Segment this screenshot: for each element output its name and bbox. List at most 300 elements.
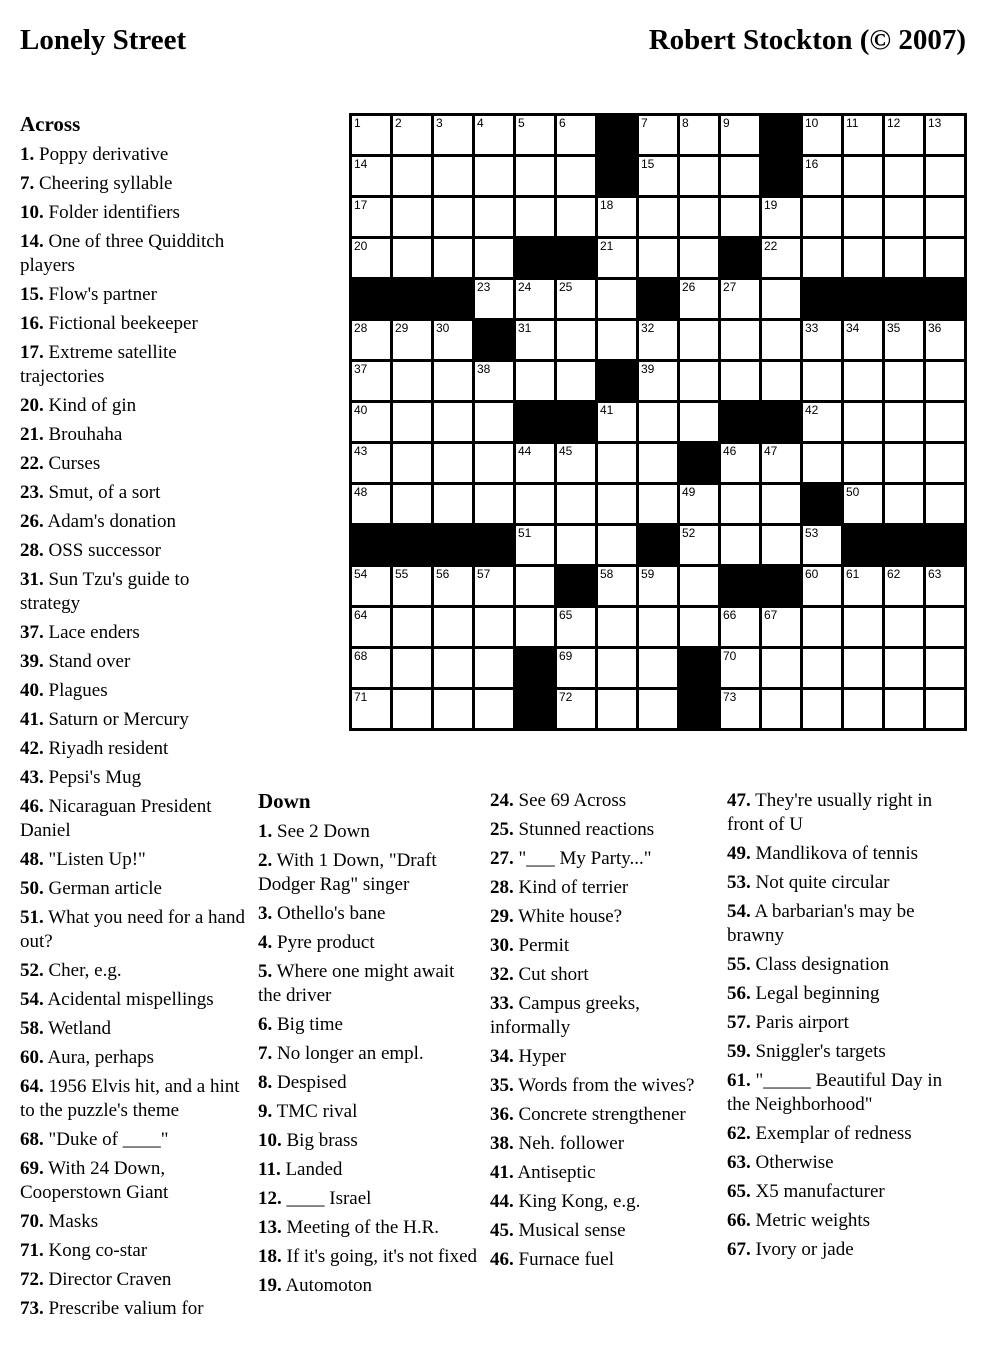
- cell-number: 31: [518, 321, 532, 335]
- clue-number: 67.: [727, 1239, 751, 1260]
- grid-cell[interactable]: [393, 362, 431, 400]
- grid-cell[interactable]: [721, 444, 759, 482]
- grid-cell[interactable]: [803, 403, 841, 441]
- grid-cell[interactable]: [762, 485, 800, 523]
- grid-cell[interactable]: [844, 239, 882, 277]
- clue-text: Saturn or Mercury: [43, 709, 189, 730]
- grid-cell[interactable]: [885, 608, 923, 646]
- grid-cell[interactable]: [393, 444, 431, 482]
- clue-item: [258, 849, 482, 897]
- grid-cell[interactable]: [885, 403, 923, 441]
- clue-item: [727, 1238, 970, 1262]
- black-cell: [557, 403, 595, 441]
- black-cell: [516, 403, 554, 441]
- clue-number: 40.: [20, 680, 44, 701]
- grid-cell[interactable]: [393, 403, 431, 441]
- grid-cell[interactable]: [885, 485, 923, 523]
- grid-cell[interactable]: [516, 485, 554, 523]
- grid-cell[interactable]: [803, 321, 841, 359]
- grid-cell[interactable]: [598, 690, 636, 728]
- grid-cell[interactable]: [885, 198, 923, 236]
- grid-cell[interactable]: [516, 198, 554, 236]
- black-cell: [721, 567, 759, 605]
- grid-cell[interactable]: [516, 280, 554, 318]
- grid-cell[interactable]: [803, 116, 841, 154]
- grid-cell[interactable]: [885, 321, 923, 359]
- black-cell: [393, 280, 431, 318]
- clue-item: [490, 876, 712, 900]
- grid-cell[interactable]: [639, 649, 677, 687]
- grid-cell[interactable]: [639, 690, 677, 728]
- grid-cell[interactable]: [393, 690, 431, 728]
- grid-cell[interactable]: [803, 157, 841, 195]
- grid-cell[interactable]: [434, 485, 472, 523]
- grid-cell[interactable]: [516, 567, 554, 605]
- clue-text: Flow's partner: [43, 284, 157, 305]
- grid-cell[interactable]: [352, 649, 390, 687]
- grid-cell[interactable]: [352, 444, 390, 482]
- cell-number: 24: [518, 280, 532, 294]
- grid-cell[interactable]: [762, 321, 800, 359]
- clue-text: A barbarian's may be brawny: [727, 901, 915, 946]
- grid-cell[interactable]: [639, 567, 677, 605]
- grid-cell[interactable]: [557, 485, 595, 523]
- grid-cell[interactable]: [680, 280, 718, 318]
- clue-number: 31.: [20, 569, 44, 590]
- clue-text: Meeting of the H.R.: [281, 1217, 440, 1238]
- grid-cell[interactable]: [434, 567, 472, 605]
- clue-number: 37.: [20, 622, 44, 643]
- grid-cell[interactable]: [352, 567, 390, 605]
- grid-cell[interactable]: [926, 608, 964, 646]
- cell-number: 1: [354, 116, 361, 130]
- grid-cell[interactable]: [844, 444, 882, 482]
- grid-cell[interactable]: [352, 116, 390, 154]
- grid-cell[interactable]: [598, 485, 636, 523]
- black-cell: [721, 403, 759, 441]
- grid-cell[interactable]: [434, 362, 472, 400]
- grid-cell[interactable]: [434, 444, 472, 482]
- grid-cell[interactable]: [844, 485, 882, 523]
- grid-cell[interactable]: [393, 567, 431, 605]
- grid-cell[interactable]: [475, 239, 513, 277]
- clue-text: Aura, perhaps: [43, 1047, 155, 1068]
- grid-cell[interactable]: [434, 608, 472, 646]
- cell-number: 28: [354, 321, 368, 335]
- grid-cell[interactable]: [844, 403, 882, 441]
- grid-cell[interactable]: [639, 403, 677, 441]
- grid-cell[interactable]: [475, 690, 513, 728]
- grid-cell[interactable]: [516, 321, 554, 359]
- grid-cell[interactable]: [926, 321, 964, 359]
- grid-cell[interactable]: [680, 567, 718, 605]
- grid-cell[interactable]: [516, 116, 554, 154]
- black-cell: [844, 526, 882, 564]
- clue-item: [20, 283, 253, 307]
- clue-text: White house?: [513, 906, 623, 927]
- clue-number: 44.: [490, 1191, 514, 1212]
- clue-text: See 69 Across: [513, 790, 627, 811]
- black-cell: [639, 526, 677, 564]
- black-cell: [926, 526, 964, 564]
- grid-cell[interactable]: [516, 526, 554, 564]
- grid-cell[interactable]: [352, 485, 390, 523]
- clue-number: 3.: [258, 903, 273, 924]
- grid-cell[interactable]: [557, 157, 595, 195]
- grid-cell[interactable]: [926, 198, 964, 236]
- grid-cell[interactable]: [762, 526, 800, 564]
- grid-cell[interactable]: [721, 157, 759, 195]
- clue-text: If it's going, it's not fixed: [281, 1246, 478, 1267]
- grid-cell[interactable]: [721, 608, 759, 646]
- cell-number: 64: [354, 608, 368, 622]
- grid-cell[interactable]: [475, 403, 513, 441]
- grid-cell[interactable]: [926, 157, 964, 195]
- grid-cell[interactable]: [352, 198, 390, 236]
- grid-cell[interactable]: [926, 403, 964, 441]
- clue-number: 58.: [20, 1018, 44, 1039]
- grid-cell[interactable]: [639, 362, 677, 400]
- grid-cell[interactable]: [598, 321, 636, 359]
- grid-cell[interactable]: [926, 239, 964, 277]
- grid-cell[interactable]: [434, 321, 472, 359]
- grid-cell[interactable]: [557, 280, 595, 318]
- grid-cell[interactable]: [844, 690, 882, 728]
- grid-cell[interactable]: [516, 157, 554, 195]
- grid-cell[interactable]: [434, 690, 472, 728]
- grid-cell[interactable]: [844, 608, 882, 646]
- grid-cell[interactable]: [926, 567, 964, 605]
- clue-text: See 2 Down: [272, 821, 370, 842]
- clue-text: Pyre product: [272, 932, 375, 953]
- clue-number: 63.: [727, 1152, 751, 1173]
- grid-cell[interactable]: [721, 649, 759, 687]
- grid-cell[interactable]: [680, 485, 718, 523]
- grid-cell[interactable]: [393, 116, 431, 154]
- grid-cell[interactable]: [352, 239, 390, 277]
- grid-cell[interactable]: [557, 321, 595, 359]
- clue-number: 34.: [490, 1046, 514, 1067]
- clue-number: 32.: [490, 964, 514, 985]
- clue-number: 51.: [20, 907, 44, 928]
- grid-cell[interactable]: [639, 198, 677, 236]
- grid-cell[interactable]: [803, 198, 841, 236]
- grid-cell[interactable]: [598, 608, 636, 646]
- clue-item: [727, 900, 970, 948]
- clue-number: 5.: [258, 961, 273, 982]
- grid-cell[interactable]: [393, 321, 431, 359]
- black-cell: [844, 280, 882, 318]
- grid-cell[interactable]: [598, 649, 636, 687]
- grid-cell[interactable]: [475, 280, 513, 318]
- grid-cell[interactable]: [762, 608, 800, 646]
- grid-cell[interactable]: [393, 608, 431, 646]
- grid-cell[interactable]: [680, 157, 718, 195]
- clue-text: 1956 Elvis hit, and a hint to the puzzle's theme: [20, 1076, 240, 1121]
- clue-item: [490, 1074, 712, 1098]
- grid-cell[interactable]: [680, 403, 718, 441]
- clue-text: Class designation: [750, 954, 890, 975]
- grid-cell[interactable]: [352, 157, 390, 195]
- cell-number: 43: [354, 444, 368, 458]
- grid-cell[interactable]: [598, 444, 636, 482]
- clue-item: [258, 1274, 482, 1298]
- black-cell: [926, 280, 964, 318]
- grid-cell[interactable]: [721, 280, 759, 318]
- clue-text: Cut short: [513, 964, 589, 985]
- clue-text: Folder identifiers: [43, 202, 180, 223]
- clue-text: With 24 Down, Cooperstown Giant: [20, 1158, 169, 1203]
- grid-cell[interactable]: [475, 157, 513, 195]
- grid-cell[interactable]: [721, 198, 759, 236]
- grid-cell[interactable]: [598, 403, 636, 441]
- clue-number: 15.: [20, 284, 44, 305]
- clue-number: 22.: [20, 453, 44, 474]
- cell-number: 38: [477, 362, 491, 376]
- cell-number: 66: [723, 608, 737, 622]
- clue-text: Pepsi's Mug: [43, 767, 142, 788]
- grid-cell[interactable]: [557, 649, 595, 687]
- grid-cell[interactable]: [885, 649, 923, 687]
- grid-cell[interactable]: [803, 444, 841, 482]
- cell-number: 55: [395, 567, 409, 581]
- clue-text: No longer an empl.: [272, 1043, 424, 1064]
- grid-cell[interactable]: [926, 362, 964, 400]
- cell-number: 36: [928, 321, 942, 335]
- grid-cell[interactable]: [598, 526, 636, 564]
- puzzle-title: Lonely Street: [20, 24, 187, 56]
- grid-cell[interactable]: [803, 526, 841, 564]
- grid-cell[interactable]: [475, 608, 513, 646]
- grid-cell[interactable]: [885, 444, 923, 482]
- grid-cell[interactable]: [434, 649, 472, 687]
- cell-number: 59: [641, 567, 655, 581]
- grid-cell[interactable]: [926, 444, 964, 482]
- clue-item: [258, 820, 482, 844]
- black-cell: [557, 567, 595, 605]
- grid-cell[interactable]: [721, 690, 759, 728]
- grid-cell[interactable]: [393, 157, 431, 195]
- grid-cell[interactable]: [598, 239, 636, 277]
- black-cell: [598, 362, 636, 400]
- black-cell: [352, 526, 390, 564]
- grid-cell[interactable]: [885, 116, 923, 154]
- cell-number: 47: [764, 444, 778, 458]
- black-cell: [639, 280, 677, 318]
- grid-cell[interactable]: [926, 485, 964, 523]
- clue-number: 26.: [20, 511, 44, 532]
- grid-cell[interactable]: [557, 444, 595, 482]
- clue-text: Stand over: [43, 651, 131, 672]
- grid-cell[interactable]: [680, 362, 718, 400]
- grid-cell[interactable]: [762, 690, 800, 728]
- grid-cell[interactable]: [926, 649, 964, 687]
- grid-cell[interactable]: [639, 116, 677, 154]
- cell-number: 73: [723, 690, 737, 704]
- grid-cell[interactable]: [393, 198, 431, 236]
- clue-number: 70.: [20, 1211, 44, 1232]
- clue-number: 18.: [258, 1246, 282, 1267]
- grid-cell[interactable]: [680, 239, 718, 277]
- grid-cell[interactable]: [926, 690, 964, 728]
- clue-item: [258, 960, 482, 1008]
- grid-cell[interactable]: [762, 649, 800, 687]
- clue-number: 28.: [490, 877, 514, 898]
- clue-item: [20, 650, 253, 674]
- clue-text: Not quite circular: [750, 872, 890, 893]
- grid-cell[interactable]: [557, 362, 595, 400]
- clue-item: [490, 1045, 712, 1069]
- grid-cell[interactable]: [885, 239, 923, 277]
- grid-cell[interactable]: [639, 239, 677, 277]
- grid-cell[interactable]: [434, 239, 472, 277]
- grid-cell[interactable]: [680, 198, 718, 236]
- grid-cell[interactable]: [639, 157, 677, 195]
- clue-item: [490, 818, 712, 842]
- grid-cell[interactable]: [475, 567, 513, 605]
- clue-number: 45.: [490, 1220, 514, 1241]
- clue-text: Poppy derivative: [34, 144, 169, 165]
- grid-cell[interactable]: [639, 321, 677, 359]
- black-cell: [885, 526, 923, 564]
- clue-item: [20, 1268, 253, 1292]
- grid-cell[interactable]: [393, 239, 431, 277]
- puzzle-byline: Robert Stockton (© 2007): [648, 24, 966, 56]
- grid-cell[interactable]: [434, 157, 472, 195]
- clue-item: [20, 510, 253, 534]
- grid-cell[interactable]: [762, 362, 800, 400]
- grid-cell[interactable]: [557, 526, 595, 564]
- grid-cell[interactable]: [803, 362, 841, 400]
- clue-number: 48.: [20, 849, 44, 870]
- grid-cell[interactable]: [762, 239, 800, 277]
- cell-number: 44: [518, 444, 532, 458]
- grid-cell[interactable]: [803, 567, 841, 605]
- grid-cell[interactable]: [352, 362, 390, 400]
- black-cell: [680, 444, 718, 482]
- grid-cell[interactable]: [844, 649, 882, 687]
- grid-cell[interactable]: [762, 198, 800, 236]
- grid-cell[interactable]: [475, 649, 513, 687]
- clue-number: 69.: [20, 1158, 44, 1179]
- grid-cell[interactable]: [434, 403, 472, 441]
- grid-cell[interactable]: [680, 608, 718, 646]
- clue-text: Acidental mispellings: [43, 989, 214, 1010]
- grid-cell[interactable]: [680, 116, 718, 154]
- grid-cell[interactable]: [475, 362, 513, 400]
- clue-number: 14.: [20, 231, 44, 252]
- grid-cell[interactable]: [926, 116, 964, 154]
- grid-cell[interactable]: [393, 649, 431, 687]
- grid-cell[interactable]: [352, 403, 390, 441]
- grid-cell[interactable]: [516, 608, 554, 646]
- grid-cell[interactable]: [844, 362, 882, 400]
- grid-cell[interactable]: [803, 239, 841, 277]
- grid-cell[interactable]: [885, 362, 923, 400]
- grid-cell[interactable]: [475, 444, 513, 482]
- clue-number: 52.: [20, 960, 44, 981]
- grid-cell[interactable]: [475, 485, 513, 523]
- cell-number: 33: [805, 321, 819, 335]
- grid-cell[interactable]: [557, 198, 595, 236]
- grid-cell[interactable]: [721, 362, 759, 400]
- clue-text: "___ My Party...": [513, 848, 652, 869]
- across-section: [20, 112, 253, 1326]
- grid-cell[interactable]: [680, 526, 718, 564]
- clue-item: [490, 1103, 712, 1127]
- grid-cell[interactable]: [680, 321, 718, 359]
- grid-cell[interactable]: [721, 321, 759, 359]
- cell-number: 8: [682, 116, 689, 130]
- grid-cell[interactable]: [762, 444, 800, 482]
- grid-cell[interactable]: [598, 198, 636, 236]
- clue-item: [258, 1100, 482, 1124]
- grid-cell[interactable]: [434, 116, 472, 154]
- grid-cell[interactable]: [885, 567, 923, 605]
- grid-cell[interactable]: [434, 198, 472, 236]
- clue-text: Permit: [513, 935, 570, 956]
- cell-number: 70: [723, 649, 737, 663]
- grid-cell[interactable]: [352, 321, 390, 359]
- grid-cell[interactable]: [475, 198, 513, 236]
- grid-cell[interactable]: [352, 690, 390, 728]
- clue-number: 1.: [20, 144, 35, 165]
- grid-cell[interactable]: [639, 485, 677, 523]
- grid-cell[interactable]: [844, 116, 882, 154]
- grid-cell[interactable]: [557, 690, 595, 728]
- grid-cell[interactable]: [844, 198, 882, 236]
- grid-cell[interactable]: [721, 526, 759, 564]
- grid-cell[interactable]: [885, 157, 923, 195]
- grid-cell[interactable]: [844, 157, 882, 195]
- clue-item: [20, 172, 253, 196]
- grid-cell[interactable]: [721, 116, 759, 154]
- grid-cell[interactable]: [844, 321, 882, 359]
- grid-cell[interactable]: [885, 690, 923, 728]
- down-clue-list-1: [258, 820, 482, 1298]
- clue-item: [727, 1151, 970, 1175]
- grid-cell[interactable]: [844, 567, 882, 605]
- clue-text: Neh. follower: [513, 1133, 625, 1154]
- grid-cell[interactable]: [557, 608, 595, 646]
- clue-number: 42.: [20, 738, 44, 759]
- clue-item: [20, 143, 253, 167]
- clue-text: Concrete strengthener: [513, 1104, 686, 1125]
- grid-cell[interactable]: [762, 280, 800, 318]
- grid-cell[interactable]: [598, 567, 636, 605]
- cell-number: 10: [805, 116, 819, 130]
- grid-cell[interactable]: [557, 116, 595, 154]
- grid-cell[interactable]: [516, 444, 554, 482]
- cell-number: 7: [641, 116, 648, 130]
- grid-cell[interactable]: [598, 280, 636, 318]
- grid-cell[interactable]: [516, 362, 554, 400]
- grid-cell[interactable]: [393, 485, 431, 523]
- grid-cell[interactable]: [803, 690, 841, 728]
- cell-number: 62: [887, 567, 901, 581]
- grid-cell[interactable]: [352, 608, 390, 646]
- clue-text: OSS successor: [43, 540, 161, 561]
- grid-cell[interactable]: [803, 649, 841, 687]
- grid-cell[interactable]: [475, 116, 513, 154]
- grid-cell[interactable]: [639, 444, 677, 482]
- grid-cell[interactable]: [803, 608, 841, 646]
- clue-item: [20, 848, 253, 872]
- grid-cell[interactable]: [721, 485, 759, 523]
- black-cell: [516, 239, 554, 277]
- grid-cell[interactable]: [639, 608, 677, 646]
- clue-text: Kong co-star: [43, 1240, 148, 1261]
